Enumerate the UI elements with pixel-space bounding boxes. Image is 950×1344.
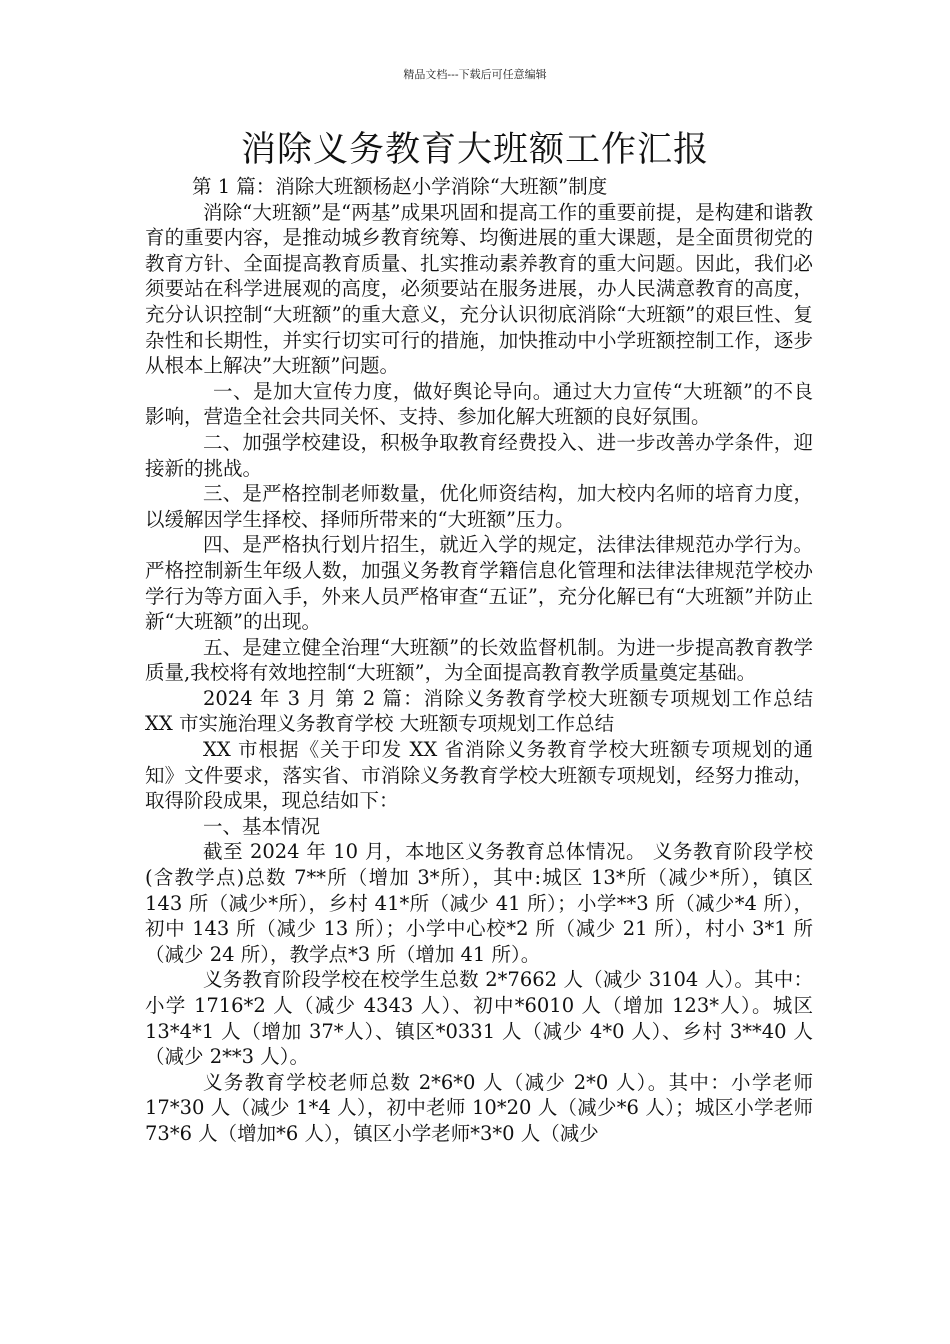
paragraph: XX 市根据《关于印发 XX 省消除义务教育学校大班额专项规划的通知》文件要求，落实省、市消除义务教育学校大班额专项规划，经努力推动，取得阶段成果，现总结如下： (145, 738, 813, 813)
document-body (145, 174, 813, 1147)
paragraph: 义务教育阶段学校在校学生总数 2*7662 人（减少 3104 人）。其中：小学 1716*2 人（减少 4343 人）、初中*6010 人（增加 123*人）。城区 13*4*1 人（增加 37*人）、镇区*0331 人（减少 4*0 人）、乡村 3**40 人（减少 2**3 人）。 (145, 968, 813, 1069)
subheading: 一、基本情况 (203, 814, 321, 838)
paragraph: 三、是严格控制老师数量，优化师资结构，加大校内名师的培育力度，以缓解因学生择校、择师所带来的“大班额”压力。 (145, 482, 813, 531)
paragraph: 一、是加大宣传力度，做好舆论导向。通过大力宣传“大班额”的不良影响，营造全社会共同关怀、支持、参加化解大班额的良好氛围。 (145, 379, 813, 429)
paragraph: 截至 2024 年 10 月，本地区义务教育总体情况。 义务教育阶段学校(含教学点)总数 7**所（增加 3*所），其中:城区 13*所（减少*所），镇区 143 所（减少*所），乡村 41*所（减少 41 所）；小学**3 所（减少*4 所），初中 143 所（减少 13 所）；小学中心校*2 所（减少 21 所），村小 3*1 所（减少 24 所），教学点*3 所（增加 41 所）。 (145, 840, 813, 966)
document-title: 消除义务教育大班额工作汇报 (240, 130, 709, 170)
paragraph: 二、加强学校建设，积极争取教育经费投入、进一步改善办学条件，迎接新的挑战。 (145, 430, 813, 480)
header-note: 精品文档---下载后可任意编辑 (403, 68, 547, 81)
paragraph: 五、是建立健全治理“大班额”的长效监督机制。为进一步提高教育教学质量,我校将有效地控制“大班额”，为全面提高教育教学质量奠定基础。 (145, 635, 813, 685)
paragraph: 义务教育学校老师总数 2*6*0 人（减少 2*0 人）。其中：小学老师 17*30 人（减少 1*4 人），初中老师 10*20 人（减少*6 人）；城区小学老师 73*6 人（增加*6 人），镇区小学老师*3*0 人（减少 (145, 1070, 813, 1145)
paragraph: 四、是严格执行划片招生，就近入学的规定，法律法律规范办学行为。严格控制新生年级人数，加强义务教育学籍信息化管理和法律法律规范学校办学行为等方面入手，外来人员严格审查“五证”，充分化解已有“大班额”并防止新“大班额”的出现。 (145, 533, 813, 634)
paragraph: 消除“大班额”是“两基”成果巩固和提高工作的重要前提，是构建和谐教育的重要内容，是推动城乡教育统筹、均衡进展的重大课题，是全面贯彻党的教育方针、全面提高教育质量、扎实推动素养教育的重大问题。因此，我们必须要站在科学进展观的高度，必须要站在服务进展，办人民满意教育的高度，充分认识控制“大班额”的重大意义，充分认识彻底消除“大班额”的艰巨性、复杂性和长期性，并实行切实可行的措施，加快推动中小学班额控制工作，逐步从根本上解决”大班额”问题。 (145, 200, 813, 378)
section-heading-2: 2024 年 3 月 第 2 篇：消除义务教育学校大班额专项规划工作总结 XX 市实施治理义务教育学校 大班额专项规划工作总结 (145, 686, 813, 736)
section-heading-1: 第 1 篇：消除大班额杨赵小学消除“大班额”制度 (192, 175, 608, 198)
